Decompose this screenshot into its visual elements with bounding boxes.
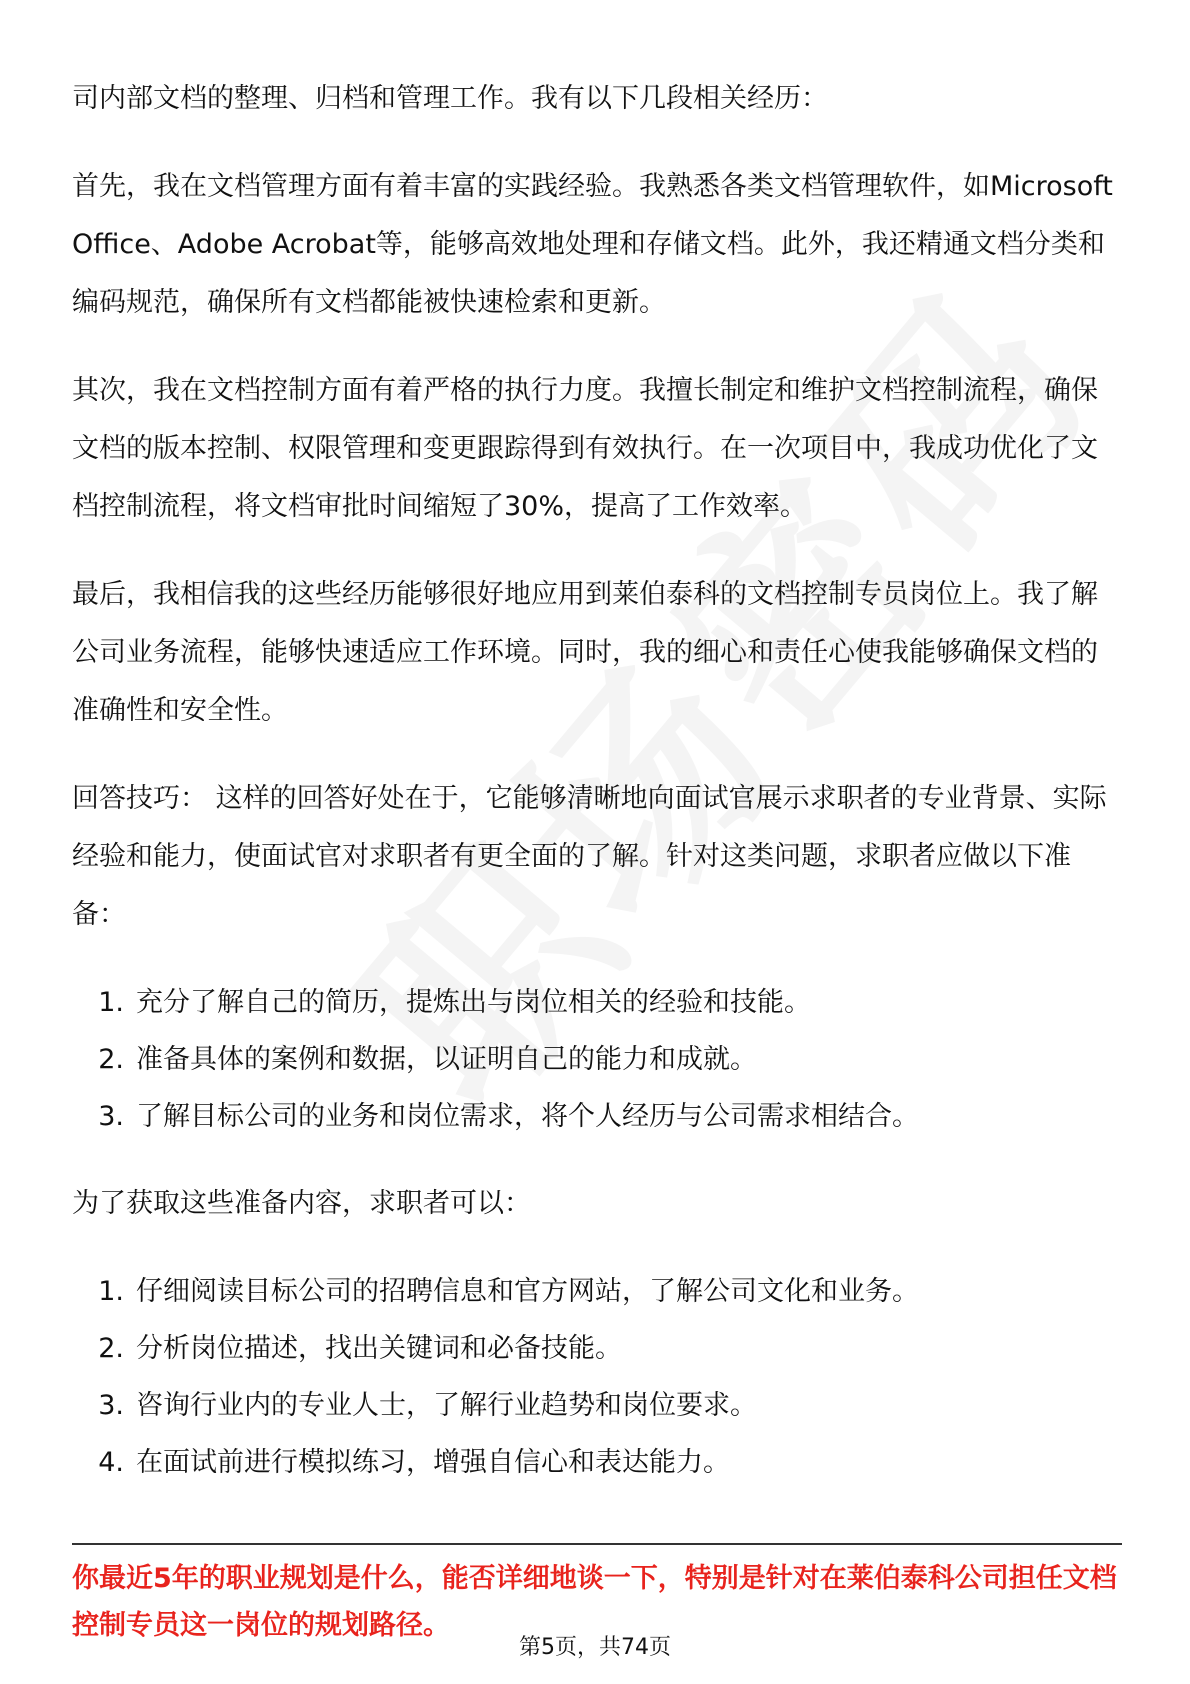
list-item-number: 4. — [98, 1447, 124, 1478]
list-item — [72, 1263, 1122, 1320]
list-item — [72, 974, 1122, 1031]
list-item-text: 充分了解自己的简历，提炼出与岗位相关的经验和技能。 — [136, 987, 811, 1018]
list-item — [72, 1031, 1122, 1088]
paragraph-tips: 回答技巧： 这样的回答好处在于，它能够清晰地向面试官展示求职者的专业背景、实际经验和能力，使面试官对求职者有更全面的了解。针对这类问题，求职者应做以下准备： — [72, 783, 1107, 930]
next-question: 你最近5年的职业规划是什么，能否详细地谈一下，特别是针对在莱伯泰科公司担任文档控制专员这一岗位的规划路径。 — [72, 1563, 1117, 1641]
paragraph-last: 最后，我相信我的这些经历能够很好地应用到莱伯泰科的文档控制专员岗位上。我了解公司业务流程，能够快速适应工作环境。同时，我的细心和责任心使我能够确保文档的准确性和安全性。 — [72, 579, 1098, 726]
paragraph-first: 首先，我在文档管理方面有着丰富的实践经验。我熟悉各类文档管理软件，如Microsoft Office、Adobe Acrobat等，能够高效地处理和存储文档。此外，我还精通文档分类和编码规范，确保所有文档都能被快速检索和更新。 — [72, 171, 1113, 318]
list-item-text: 咨询行业内的专业人士，了解行业趋势和岗位要求。 — [136, 1390, 757, 1421]
preparation-list — [72, 974, 1122, 1145]
list-item-number: 3. — [98, 1390, 124, 1421]
list-item — [72, 1434, 1122, 1491]
list-item — [72, 1088, 1122, 1145]
document-body — [72, 70, 1122, 1491]
paragraph-intro: 司内部文档的整理、归档和管理工作。我有以下几段相关经历： — [72, 83, 828, 114]
page-number: 第5页，共74页 — [519, 1635, 671, 1660]
list-item-text: 分析岗位描述，找出关键词和必备技能。 — [136, 1333, 622, 1364]
list-item-number: 2. — [98, 1044, 124, 1075]
acquire-list — [72, 1263, 1122, 1491]
list-item — [72, 1320, 1122, 1377]
paragraph-acquire-intro: 为了获取这些准备内容，求职者可以： — [72, 1188, 531, 1219]
list-item-text: 准备具体的案例和数据，以证明自己的能力和成就。 — [136, 1044, 757, 1075]
paragraph-second: 其次，我在文档控制方面有着严格的执行力度。我擅长制定和维护文档控制流程，确保文档的版本控制、权限管理和变更跟踪得到有效执行。在一次项目中，我成功优化了文档控制流程，将文档审批时间缩短了30%，提高了工作效率。 — [72, 375, 1098, 522]
list-item-number: 3. — [98, 1101, 124, 1132]
list-item-text: 了解目标公司的业务和岗位需求，将个人经历与公司需求相结合。 — [136, 1101, 919, 1132]
list-item-number: 1. — [98, 1276, 124, 1307]
list-item-text: 在面试前进行模拟练习，增强自信心和表达能力。 — [136, 1447, 730, 1478]
list-item-text: 仔细阅读目标公司的招聘信息和官方网站，了解公司文化和业务。 — [136, 1276, 919, 1307]
list-item-number: 2. — [98, 1333, 124, 1364]
section-divider — [72, 1543, 1122, 1545]
list-item — [72, 1377, 1122, 1434]
list-item-number: 1. — [98, 987, 124, 1018]
